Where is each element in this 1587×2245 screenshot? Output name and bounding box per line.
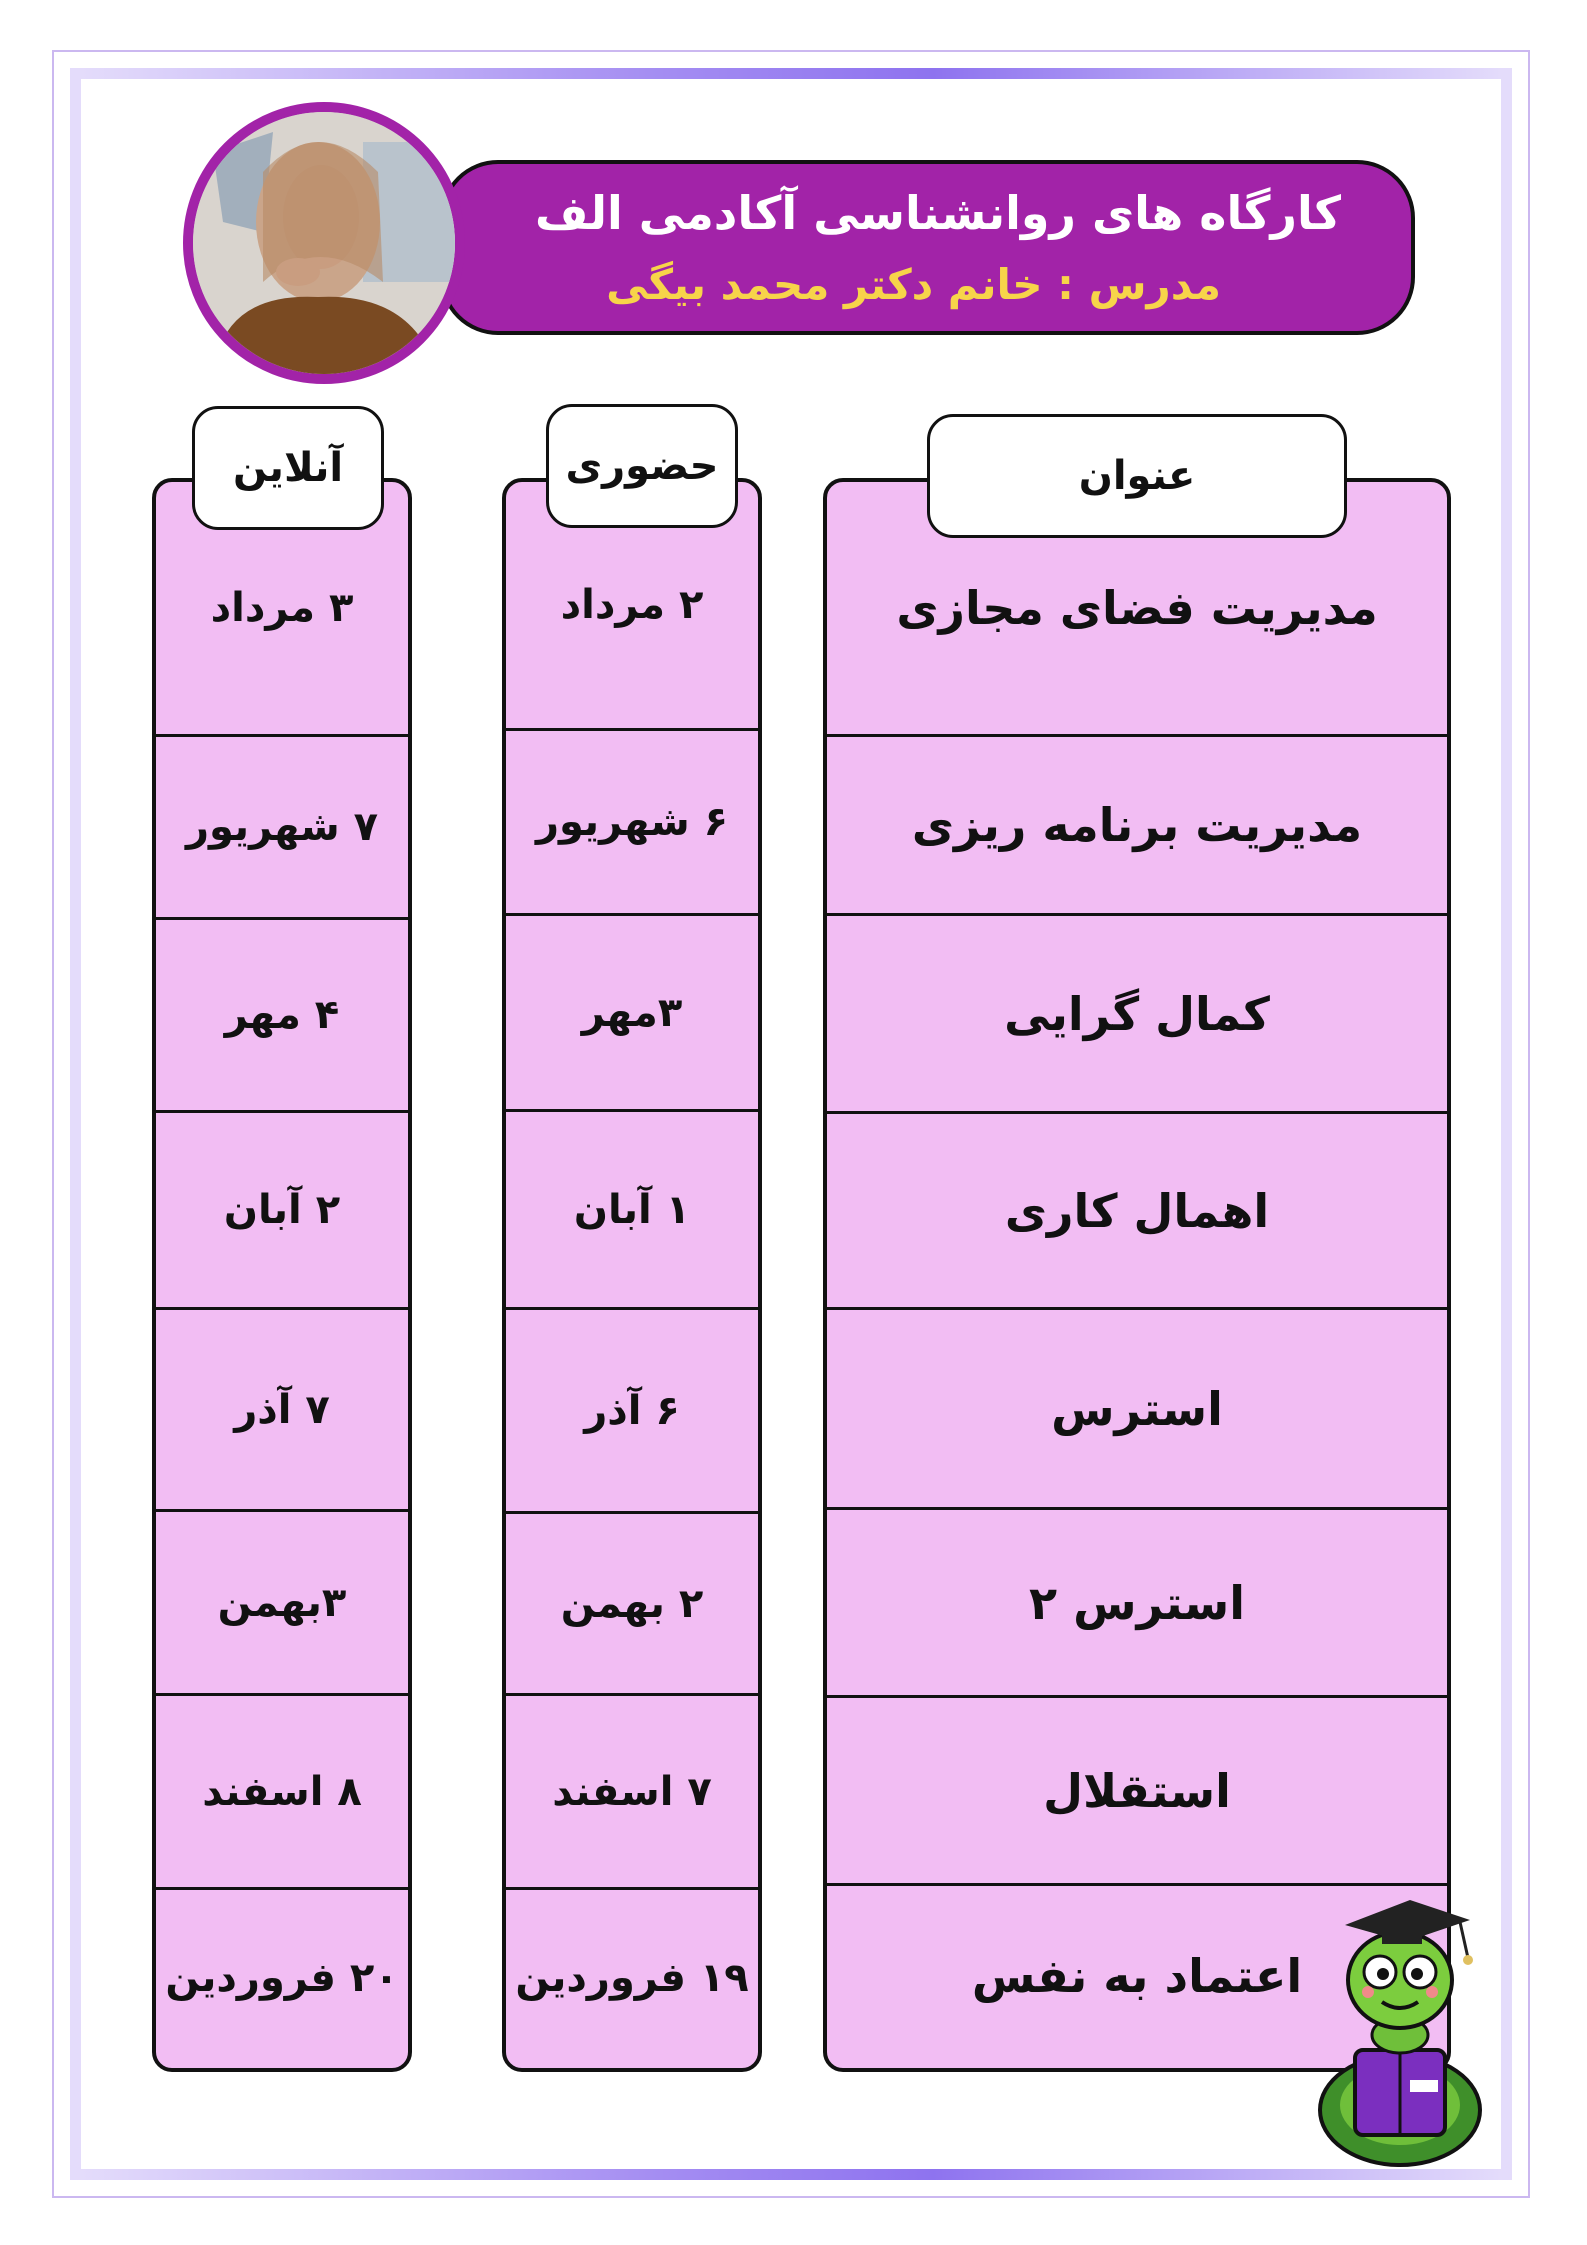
table-cell-online: ۸ اسفند [202, 1768, 362, 1815]
table-cell-title: مدیریت فضای مجازی [896, 581, 1378, 635]
table-cell-title: اعتماد به نفس [971, 1949, 1303, 2003]
table-cell-online: ۲۰ فروردین [165, 1955, 399, 2001]
table-cell-inperson: ۱ آبان [573, 1186, 691, 1233]
title-column [823, 478, 1451, 2072]
header-banner [440, 160, 1415, 335]
table-cell-title: استرس [1051, 1381, 1223, 1436]
table-cell-online: ۴ مهر [224, 992, 340, 1038]
turtle-mascot-icon [1300, 1880, 1500, 2170]
table-cell-title: مدیریت برنامه ریزی [911, 798, 1363, 852]
table-cell-inperson: ۳مهر [581, 989, 683, 1036]
table-cell-online: ۷ آذر [234, 1386, 330, 1433]
table-cell-inperson: ۶ شهریور [535, 799, 729, 845]
table-cell-online: ۷ شهریور [185, 804, 379, 850]
table-cell-inperson: ۲ بهمن [560, 1580, 704, 1627]
table-cell-title: اهمال کاری [1004, 1183, 1270, 1238]
instructor-photo-illustration [193, 112, 455, 374]
page-title: کارگاه های روانشناسی آکادمی الف [534, 186, 1341, 240]
table-cell-inperson: ۶ آذر [584, 1387, 680, 1434]
table-cell-online: ۳ مرداد [210, 585, 354, 631]
inperson-column-header: حضوری [546, 404, 738, 528]
online-column-header: آنلاین [192, 406, 384, 530]
table-cell-title: استرس ۲ [1029, 1575, 1245, 1630]
table-cell-title: کمال گرایی [1004, 986, 1270, 1041]
table-cell-inperson: ۱۹ فروردین [515, 1955, 749, 2001]
table-cell-inperson: ۷ اسفند [552, 1768, 712, 1815]
title-column-header: عنوان [927, 414, 1347, 538]
table-cell-title: استقلال [1043, 1763, 1231, 1818]
instructor-photo [183, 102, 465, 384]
table-cell-inperson: ۲ مرداد [560, 582, 704, 628]
online-column [152, 478, 412, 2072]
inperson-column [502, 478, 762, 2072]
table-cell-online: ۳بهمن [217, 1579, 347, 1626]
instructor-name: مدرس : خانم دکتر محمد بیگی [606, 260, 1221, 309]
table-cell-online: ۲ آبان [223, 1187, 341, 1233]
